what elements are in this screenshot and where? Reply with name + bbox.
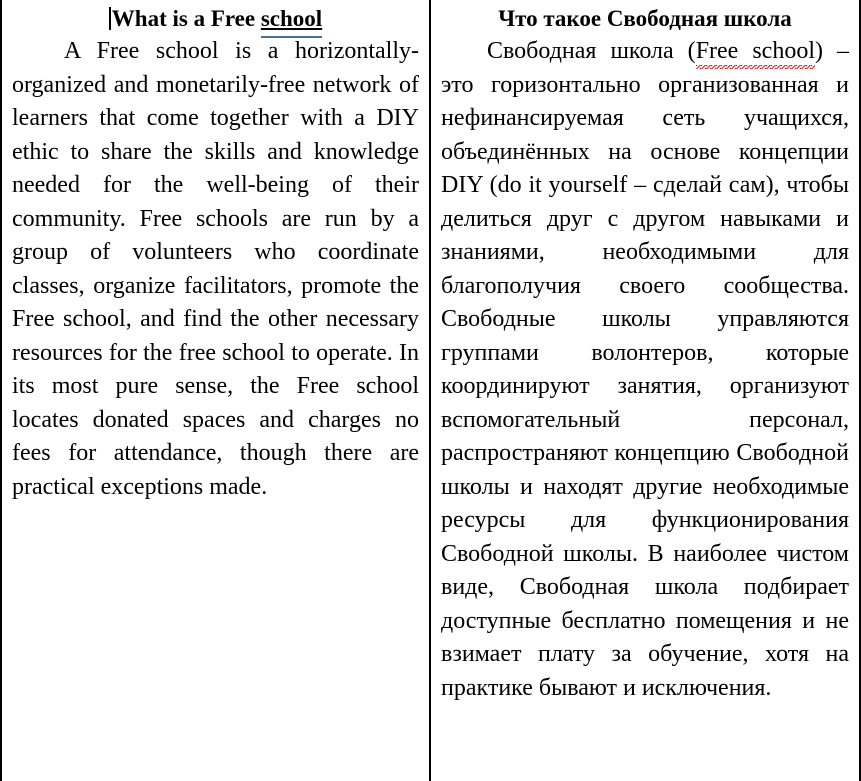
russian-body-part1: Свободная школа (: [487, 38, 696, 64]
english-body-paragraph: A Free school is a horizontally-organized and monetarily-free network of learners that come together with a DIY ethic to share the skills and knowledge needed for the well-being of their community. Free schools are run by a group of volunteers who coordinate classes, organize facilitators, promote the Free school, and find the other necessary resources for the free school to operate. In its most pure sense, the Free school locates donated spaces and charges no fees for attendance, though there are practical exceptions made.: [12, 38, 419, 500]
table-cell-english[interactable]: [2, 0, 431, 781]
russian-body-paragraph: [441, 35, 849, 705]
table-cell-russian[interactable]: [431, 0, 859, 781]
text-caret: [109, 7, 111, 30]
russian-body-part2: ) – это горизонтально организованная и нефинансируемая сеть учащихся, объединённых на основе концепции DIY (do it yourself – сделай сам), чтобы делиться друг с другом навыками и знаниями, необходимыми для благополучия своего сообщества. Свободные школы управляются группами волонтеров, которые координируют занятия, организуют вспомогательный персонал, распространяют концепцию Свободной школы и находят другие необходимые ресурсы для функционирования Свободной школы. В наиболее чистом виде, Свободная школа подбирает доступные бесплатно помещения и не взимает плату за обучение, хотя на практике бывают и исключения.: [441, 38, 849, 701]
spellcheck-misspelled-phrase[interactable]: Free school: [695, 38, 815, 64]
english-heading-underlined-word[interactable]: school: [260, 6, 323, 31]
english-heading: [12, 2, 419, 35]
russian-heading: Что такое Свободная школа: [498, 6, 792, 31]
english-heading-prefix: What is a Free: [111, 6, 261, 31]
